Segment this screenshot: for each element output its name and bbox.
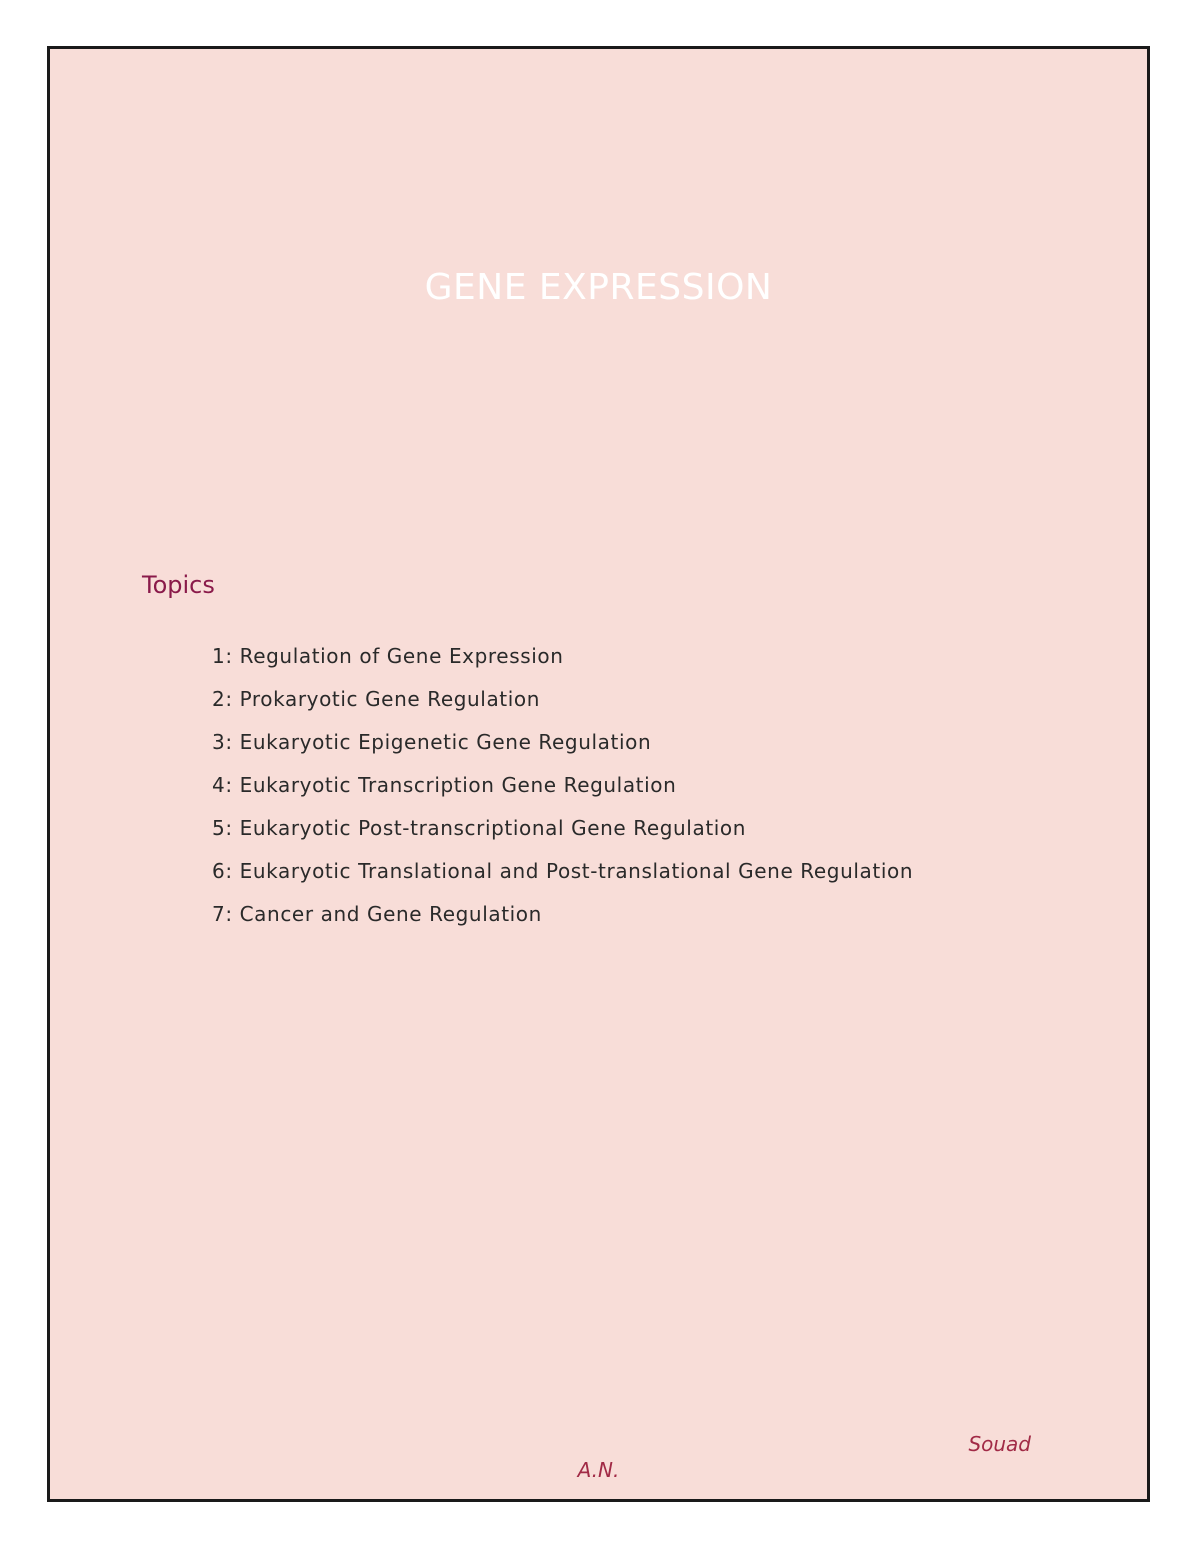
document-title: GENE EXPRESSION: [424, 267, 773, 308]
topic-item-1: 1: Regulation of Gene Expression: [212, 644, 564, 668]
topic-item-2: 2: Prokaryotic Gene Regulation: [212, 687, 541, 711]
topic-item-5: 5: Eukaryotic Post-transcriptional Gene Regulation: [212, 816, 747, 840]
topic-item-3: 3: Eukaryotic Epigenetic Gene Regulation: [212, 730, 652, 754]
topic-item-7: 7: Cancer and Gene Regulation: [212, 902, 542, 926]
author-first-name: Souad: [968, 1432, 1031, 1456]
author-initials: A.N.: [577, 1458, 620, 1482]
topics-heading: Topics: [142, 571, 215, 599]
topic-item-6: 6: Eukaryotic Translational and Post-translational Gene Regulation: [212, 859, 914, 883]
topic-list: [212, 643, 913, 944]
cover-page: [47, 46, 1150, 1502]
topic-item-4: 4: Eukaryotic Transcription Gene Regulation: [212, 773, 677, 797]
